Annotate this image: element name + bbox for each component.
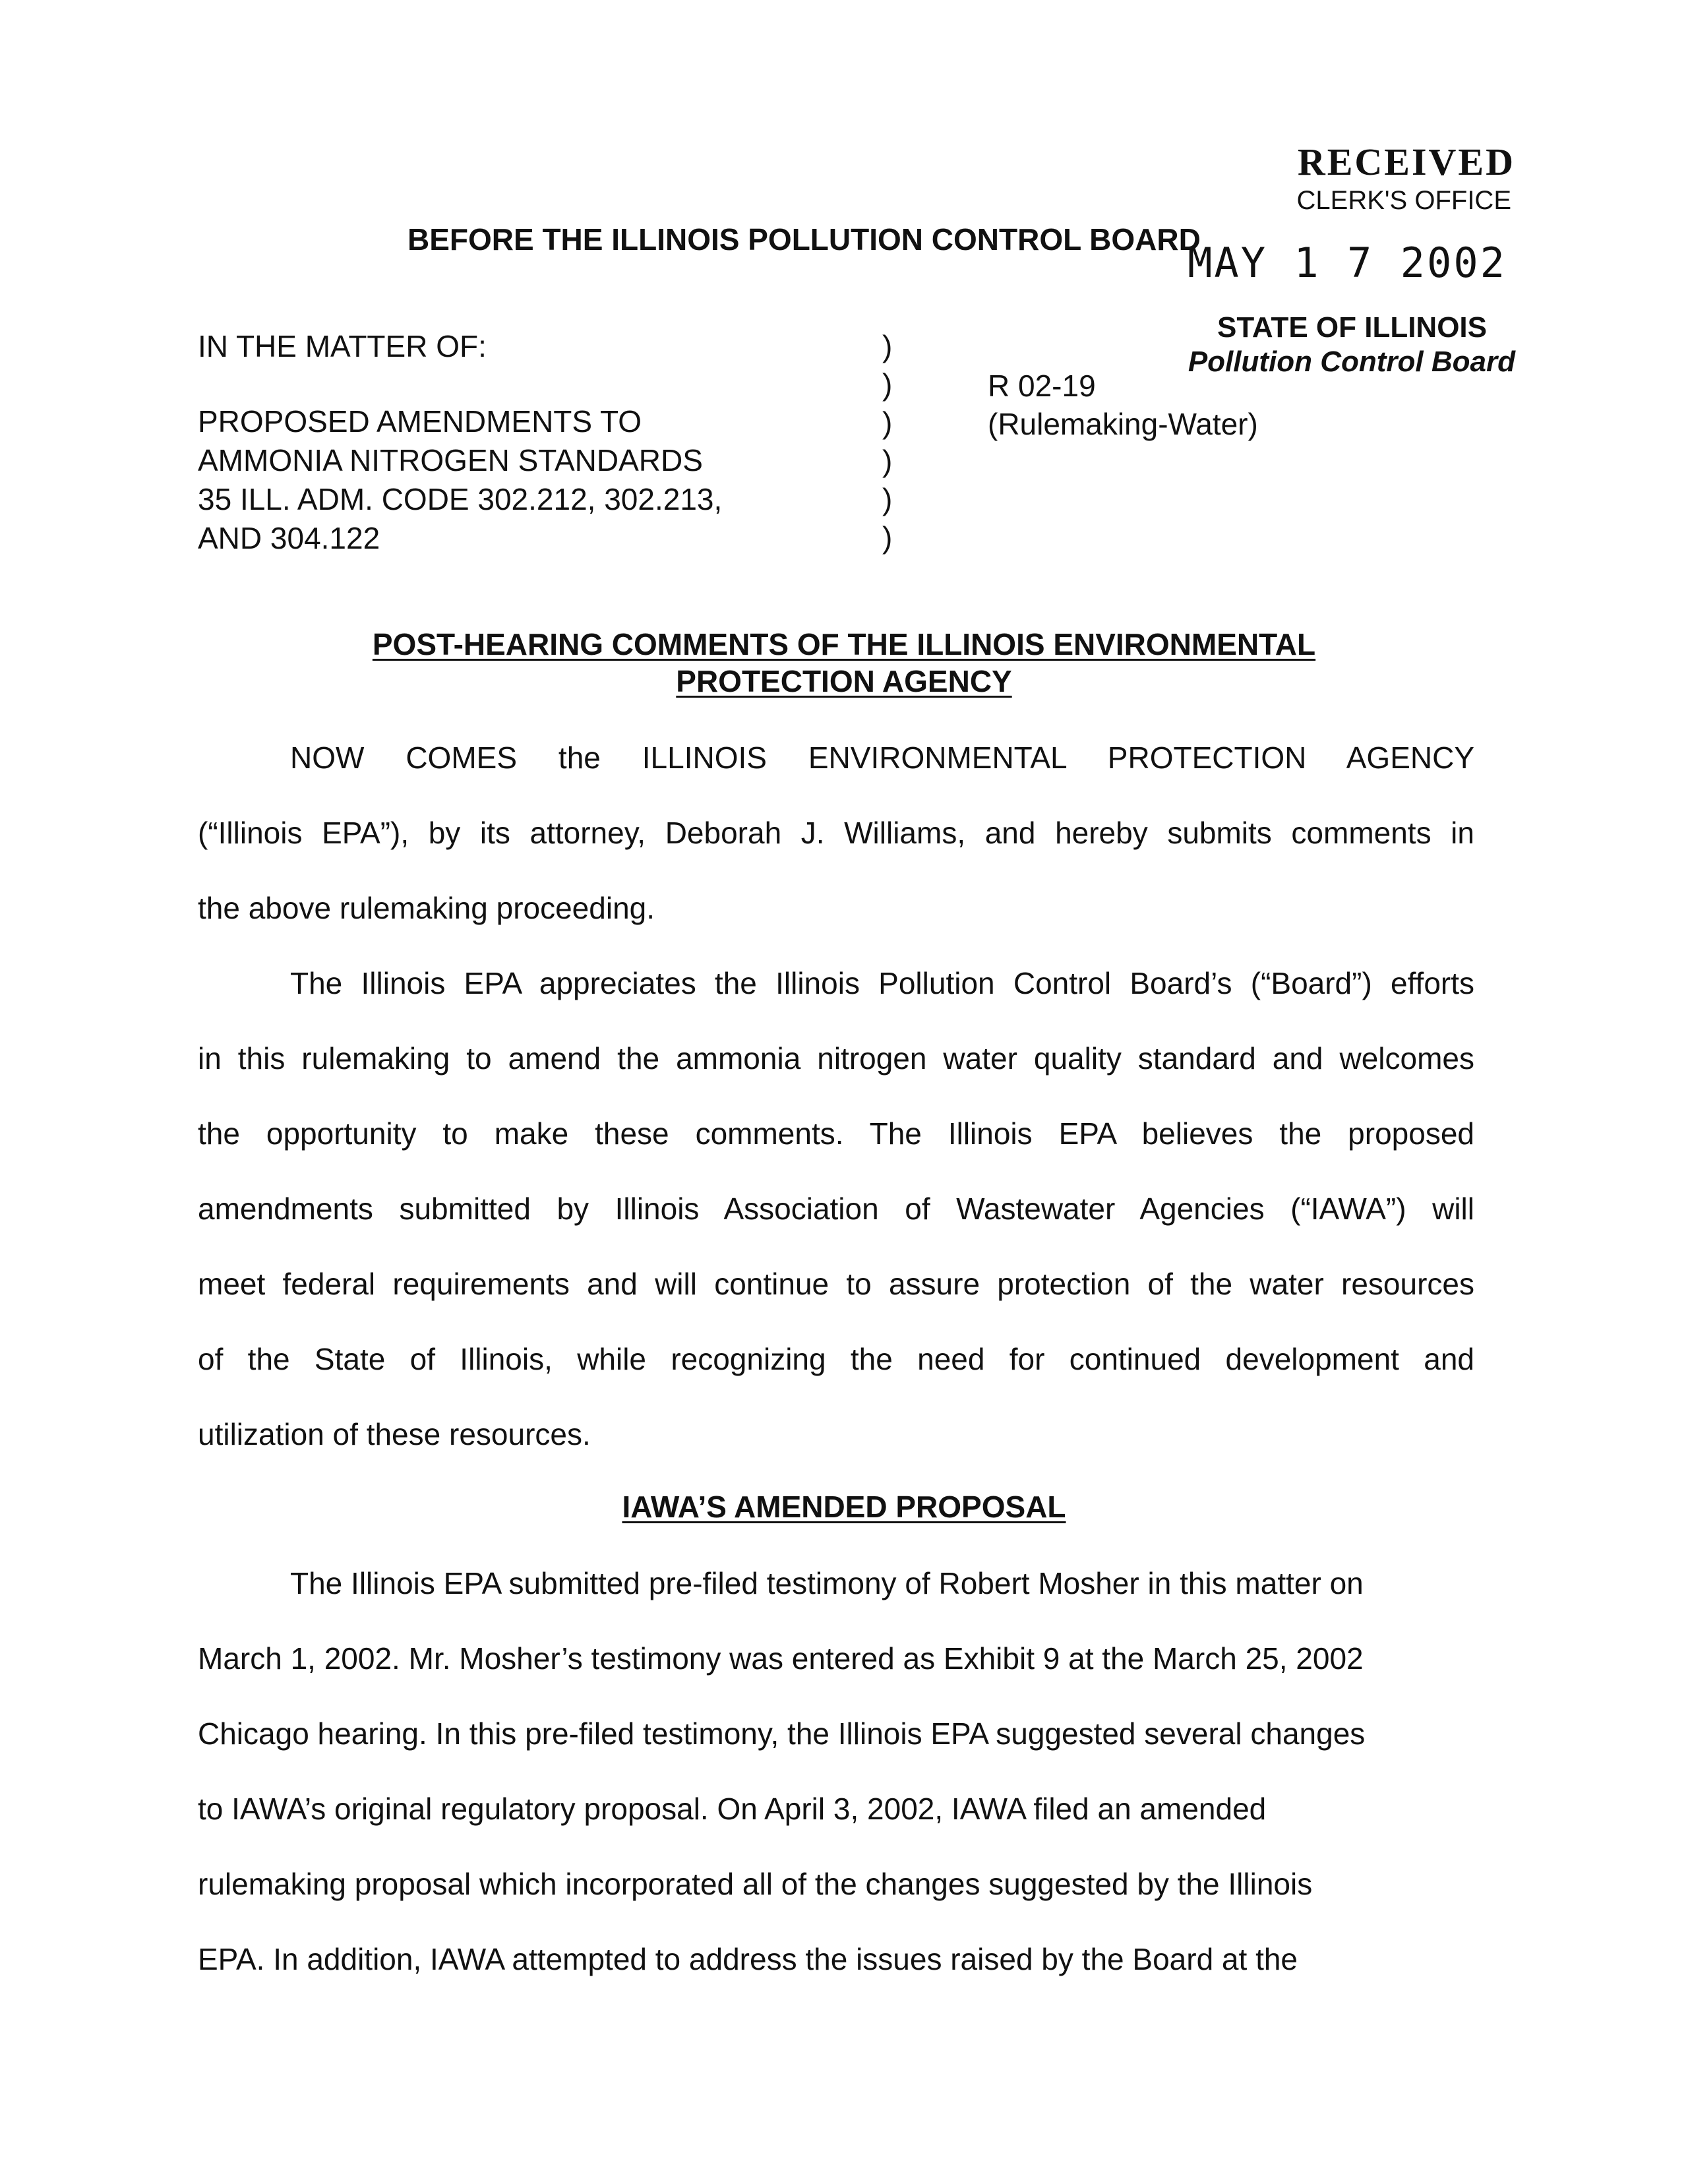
document-title-line1: POST-HEARING COMMENTS OF THE ILLINOIS ENVIRONMENTAL xyxy=(372,627,1316,661)
caption-paren: ) xyxy=(882,444,893,478)
received-stamp: RECEIVED xyxy=(1297,140,1515,183)
paragraph2-line: of the State of Illinois, while recognizing the need for continued development and xyxy=(198,1342,1474,1376)
paragraph2-line: meet federal requirements and will continue to assure protection of the water resources xyxy=(198,1267,1474,1301)
caption-paren: ) xyxy=(882,406,893,440)
paragraph2-line: utilization of these resources. xyxy=(198,1417,591,1451)
stamp-state: STATE OF ILLINOIS xyxy=(1217,311,1487,344)
stamp-date: MAY 1 7 2002 xyxy=(1188,239,1507,287)
paragraph2-line: the opportunity to make these comments. The Illinois EPA believes the proposed xyxy=(198,1116,1474,1151)
paragraph3-line: Chicago hearing. In this pre-filed testimony, the Illinois EPA suggested several changes xyxy=(198,1716,1366,1751)
caption-line-and: AND 304.122 xyxy=(198,521,380,555)
caption-paren: ) xyxy=(882,482,893,516)
caption-in-the-matter: IN THE MATTER OF: xyxy=(198,329,487,363)
section-heading: IAWA’S AMENDED PROPOSAL xyxy=(622,1490,1066,1524)
paragraph3-line: March 1, 2002. Mr. Mosher’s testimony was entered as Exhibit 9 at the March 25, 2002 xyxy=(198,1641,1364,1676)
clerks-office-stamp: CLERK'S OFFICE xyxy=(1296,186,1511,215)
caption-paren: ) xyxy=(882,329,893,363)
paragraph2-line: amendments submitted by Illinois Association of Wastewater Agencies (“IAWA”) will xyxy=(198,1192,1474,1226)
paragraph3-line: to IAWA’s original regulatory proposal. On April 3, 2002, IAWA filed an amended xyxy=(198,1792,1267,1826)
paragraph1-line: NOW COMES the ILLINOIS ENVIRONMENTAL PROTECTION AGENCY xyxy=(290,741,1474,775)
paragraph2-line: The Illinois EPA appreciates the Illinois Pollution Control Board’s (“Board”) efforts xyxy=(290,966,1474,1000)
caption-line-ammonia: AMMONIA NITROGEN STANDARDS xyxy=(198,443,703,477)
paragraph1-line: (“Illinois EPA”), by its attorney, Deborah J. Williams, and hereby submits comments in xyxy=(198,816,1474,850)
document-title-line2: PROTECTION AGENCY xyxy=(676,664,1012,698)
docket-type: (Rulemaking-Water) xyxy=(988,407,1258,441)
caption-paren: ) xyxy=(882,520,893,555)
caption-line-proposed: PROPOSED AMENDMENTS TO xyxy=(198,404,642,439)
caption-line-code: 35 ILL. ADM. CODE 302.212, 302.213, xyxy=(198,482,723,516)
paragraph1-line: the above rulemaking proceeding. xyxy=(198,891,655,925)
caption-paren: ) xyxy=(882,367,893,402)
stamp-board: Pollution Control Board xyxy=(1188,346,1515,378)
paragraph3-line: The Illinois EPA submitted pre-filed testimony of Robert Mosher in this matter on xyxy=(290,1566,1364,1600)
paragraph2-line: in this rulemaking to amend the ammonia nitrogen water quality standard and welcomes xyxy=(198,1041,1474,1076)
paragraph3-line: rulemaking proposal which incorporated all of the changes suggested by the Illinois xyxy=(198,1867,1313,1901)
paragraph3-line: EPA. In addition, IAWA attempted to address the issues raised by the Board at the xyxy=(198,1942,1298,1976)
board-header: BEFORE THE ILLINOIS POLLUTION CONTROL BOARD xyxy=(407,222,1201,257)
docket-number: R 02-19 xyxy=(988,369,1096,403)
